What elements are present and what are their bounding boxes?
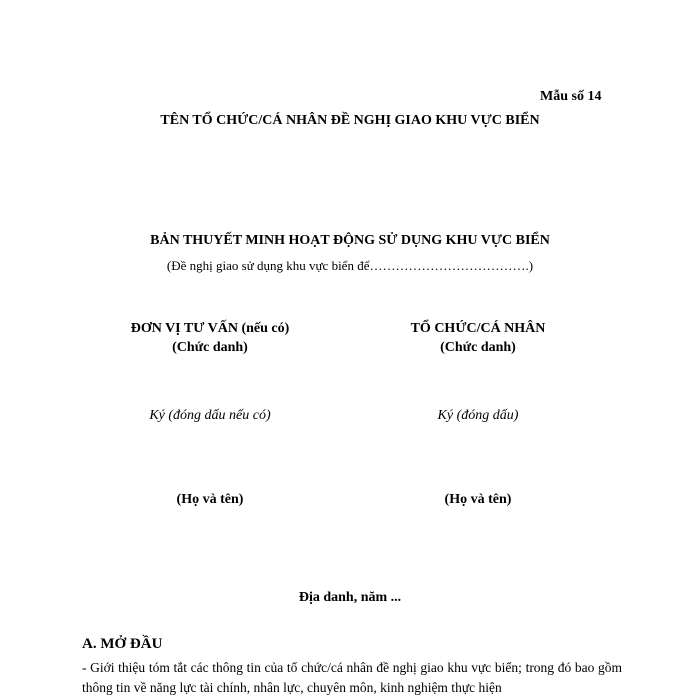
place-date: Địa danh, năm ... (298, 590, 402, 605)
consultant-sign-note: Ký (đóng dấu nếu có) (149, 408, 271, 423)
section-a-paragraph: - Giới thiệu tóm tắt các thông tin của tổ chức/cá nhân đề nghị giao khu vực biển; trong đó bao gồm thông tin về năng lực tài chính, nhân lực, chuyên môn, kinh nghiệm thực hiện (82, 660, 622, 695)
form-number: Mẫu số 14 (540, 89, 602, 104)
applicant-role: TỔ CHỨC/CÁ NHÂN (410, 321, 546, 336)
consultant-title: (Chức danh) (172, 340, 248, 355)
applicant-sign-note: Ký (đóng dấu) (437, 408, 519, 423)
applicant-title: (Chức danh) (440, 340, 516, 355)
consultant-name-label: (Họ và tên) (176, 492, 244, 507)
document-subtitle: (Đề nghị giao sử dụng khu vực biển để……………………………….) (166, 258, 534, 273)
section-a-heading: A. MỞ ĐẦU (82, 636, 163, 652)
applicant-name-label: (Họ và tên) (444, 492, 512, 507)
document-title: BẢN THUYẾT MINH HOẠT ĐỘNG SỬ DỤNG KHU VỰC BIỂN (150, 233, 550, 248)
consultant-role: ĐƠN VỊ TƯ VẤN (nếu có) (130, 321, 290, 336)
organization-header: TÊN TỔ CHỨC/CÁ NHÂN ĐỀ NGHỊ GIAO KHU VỰC BIỂN (160, 113, 540, 128)
